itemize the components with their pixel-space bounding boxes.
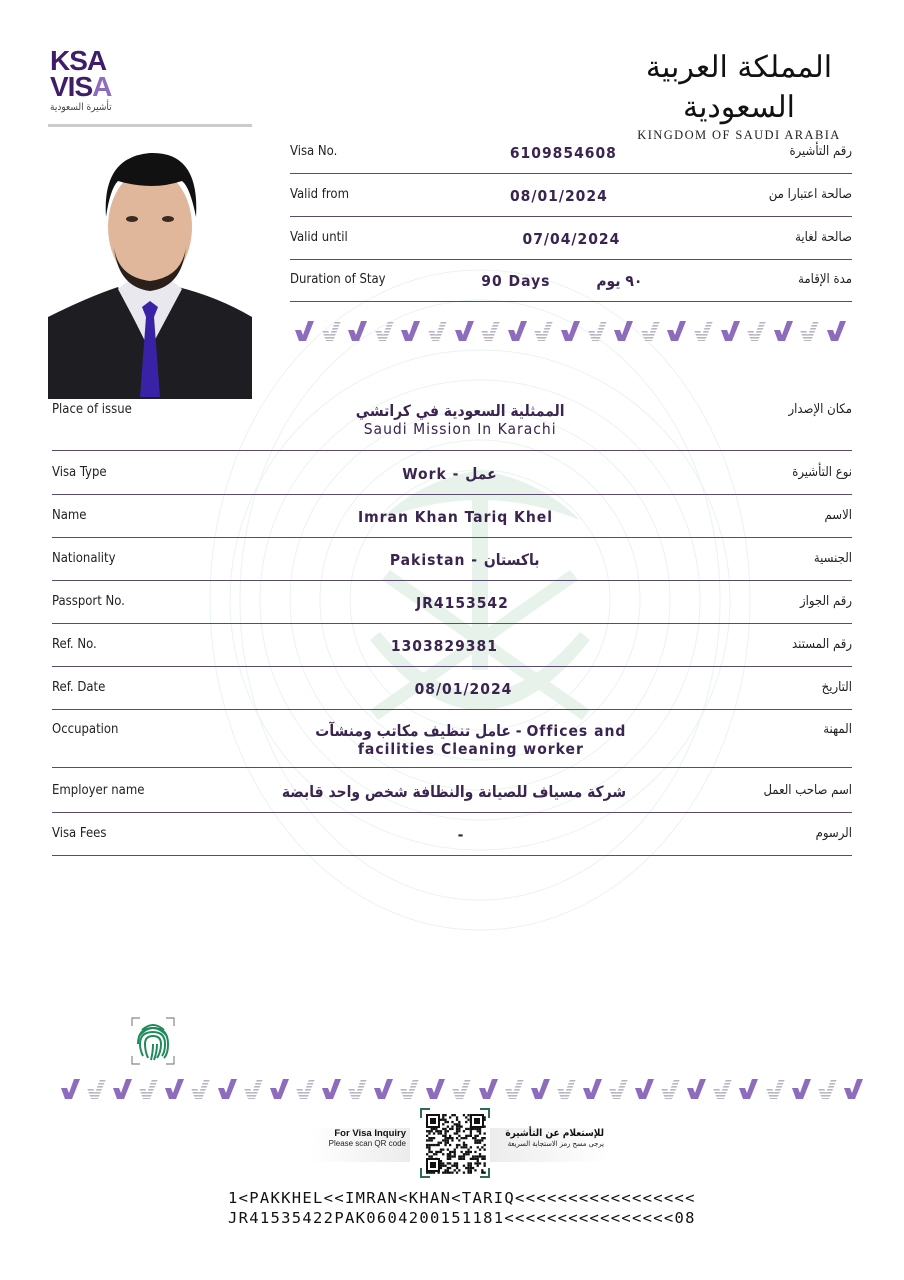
check-striped-icon (817, 1078, 837, 1100)
field-value (118, 722, 823, 758)
check-solid-icon (164, 1078, 184, 1100)
check-striped-icon (746, 320, 766, 342)
check-solid-icon (269, 1078, 289, 1100)
check-striped-icon (138, 1078, 158, 1100)
field-label-en: Employer name (52, 783, 145, 798)
check-striped-icon (374, 320, 394, 342)
field-value-line1: 1303829381 (390, 637, 498, 655)
field-valid-from (290, 187, 852, 217)
check-solid-icon (791, 1078, 811, 1100)
check-striped-icon (533, 320, 553, 342)
check-striped-icon (451, 1078, 471, 1100)
kingdom-arabic: المملكة العربية السعودية (645, 50, 833, 125)
check-striped-icon (556, 1078, 576, 1100)
duration-ar: ٩٠ يوم (596, 272, 643, 290)
field-label-en: Occupation (52, 722, 119, 737)
field-value (132, 402, 789, 438)
check-solid-icon (217, 1078, 237, 1100)
check-striped-icon (427, 320, 447, 342)
field-valid-until (290, 230, 852, 260)
field-value (115, 551, 813, 569)
field-label-en: Passport No. (52, 594, 125, 609)
field-value-line1: Pakistan - باكستان (389, 551, 540, 569)
field-value-line1: Imran Khan Tariq Khel (357, 508, 554, 526)
field-label-ar: رقم المستند (792, 637, 852, 652)
field-passport-no (52, 594, 852, 624)
security-check-strip-top (294, 320, 852, 342)
field-value (107, 465, 793, 483)
logo-line2 (50, 71, 140, 102)
field-label-en: Valid until (290, 230, 348, 245)
field-value-line2: Saudi Mission In Karachi (363, 420, 557, 438)
kingdom-emblem (624, 48, 854, 143)
field-label-en: Nationality (52, 551, 116, 566)
field-place-of-issue (52, 402, 852, 451)
field-visa-fees (52, 826, 852, 856)
check-striped-icon (480, 320, 500, 342)
field-label-en: Name (52, 508, 87, 523)
ksa-visa-logo (50, 45, 140, 113)
field-value-line1: 08/01/2024 (414, 680, 513, 698)
field-value-line1: JR4153542 (416, 594, 509, 612)
field-value-line1: الممثلية السعودية في كراتشي (355, 402, 565, 420)
logo-line1: KSA (50, 45, 107, 76)
check-solid-icon (373, 1078, 393, 1100)
field-label-en: Ref. Date (52, 680, 106, 695)
check-striped-icon (86, 1078, 106, 1100)
field-value: 6109854608 (509, 144, 617, 162)
field-value: 08/01/2024 (509, 187, 608, 205)
security-check-strip-bottom (60, 1078, 869, 1100)
field-value-line2: facilities Cleaning worker (357, 740, 584, 758)
check-striped-icon (190, 1078, 210, 1100)
check-solid-icon (347, 320, 367, 342)
field-label-ar: التاريخ (821, 680, 852, 695)
check-striped-icon (347, 1078, 367, 1100)
check-solid-icon (425, 1078, 445, 1100)
field-visa-type (52, 465, 852, 495)
field-name (52, 508, 852, 538)
check-solid-icon (613, 320, 633, 342)
kingdom-english: KINGDOM OF SAUDI ARABIA (637, 128, 841, 142)
logo-line2-text: VISA (50, 71, 112, 102)
field-ref-date (52, 680, 852, 710)
field-label-en: Place of issue (52, 402, 132, 417)
check-striped-icon (243, 1078, 263, 1100)
field-label-ar: الجنسية (813, 551, 852, 566)
check-solid-icon (560, 320, 580, 342)
mrz-line-1: 1<PAKKHEL<<IMRAN<KHAN<TARIQ<<<<<<<<<<<<<<<<< (228, 1189, 696, 1207)
check-striped-icon (640, 320, 660, 342)
field-label-ar: اسم صاحب العمل (763, 783, 852, 798)
field-label-ar: الرسوم (815, 826, 852, 841)
qr-title-ar: للإستعلام عن التأشيرة (505, 1128, 604, 1139)
field-visa-no (290, 144, 852, 174)
field-label-en: Visa No. (290, 144, 338, 159)
check-striped-icon (693, 320, 713, 342)
check-striped-icon (712, 1078, 732, 1100)
field-value-line1: شركة مسياف للصيانة والنظافة شخص واحد قابضة (281, 783, 627, 801)
field-label-ar: الاسم (824, 508, 852, 523)
duration-en: 90 Days (481, 272, 551, 290)
field-label-en: Ref. No. (52, 637, 97, 652)
field-ref-no (52, 637, 852, 667)
check-solid-icon (112, 1078, 132, 1100)
check-solid-icon (294, 320, 314, 342)
check-solid-icon (634, 1078, 654, 1100)
field-value (87, 508, 825, 526)
field-value: 07/04/2024 (522, 230, 621, 248)
qr-caption-ar (490, 1128, 608, 1162)
holder-photo (48, 124, 252, 399)
field-label-ar: صالحة اعتبارا من (768, 187, 852, 202)
field-label-en: Valid from (290, 187, 349, 202)
person-photo-icon (48, 127, 252, 399)
check-striped-icon (765, 1078, 785, 1100)
check-solid-icon (400, 320, 420, 342)
field-occupation (52, 722, 852, 768)
check-striped-icon (321, 320, 341, 342)
check-solid-icon (321, 1078, 341, 1100)
check-striped-icon (295, 1078, 315, 1100)
check-striped-icon (799, 320, 819, 342)
check-solid-icon (530, 1078, 550, 1100)
field-label-ar: المهنة (823, 722, 852, 737)
check-striped-icon (399, 1078, 419, 1100)
field-label-ar: رقم التأشيرة (789, 144, 852, 159)
field-label-ar: رقم الجواز (799, 594, 852, 609)
check-solid-icon (826, 320, 846, 342)
field-value-line1: عامل تنظيف مكاتب ومنشآت - Offices and (315, 722, 627, 740)
field-label-en: Duration of Stay (290, 272, 386, 287)
qr-caption-en (310, 1128, 410, 1162)
field-value-line1: Work - عمل (402, 465, 497, 483)
check-solid-icon (478, 1078, 498, 1100)
check-solid-icon (720, 320, 740, 342)
check-solid-icon (582, 1078, 602, 1100)
field-label-ar: مكان الإصدار (788, 402, 852, 417)
field-label-ar: مدة الإقامة (798, 272, 852, 287)
field-label-en: Visa Type (52, 465, 107, 480)
field-nationality (52, 551, 852, 581)
qr-code[interactable] (420, 1108, 490, 1178)
field-value-line1: - (457, 826, 465, 844)
check-solid-icon (60, 1078, 80, 1100)
field-label-en: Visa Fees (52, 826, 107, 841)
check-striped-icon (587, 320, 607, 342)
check-solid-icon (843, 1078, 863, 1100)
check-solid-icon (738, 1078, 758, 1100)
field-duration (290, 272, 852, 302)
check-striped-icon (660, 1078, 680, 1100)
field-label-ar: نوع التأشيرة (792, 465, 852, 480)
check-solid-icon (773, 320, 793, 342)
field-label-ar: صالحة لغاية (795, 230, 852, 245)
check-solid-icon (507, 320, 527, 342)
field-value (97, 637, 792, 655)
field-value (144, 783, 763, 801)
fingerprint-icon (130, 1016, 176, 1066)
field-value (386, 272, 799, 290)
check-solid-icon (666, 320, 686, 342)
mrz-line-2: JR41535422PAK0604200151181<<<<<<<<<<<<<<<<08 (228, 1209, 696, 1227)
check-solid-icon (686, 1078, 706, 1100)
check-striped-icon (608, 1078, 628, 1100)
qr-inquiry-block (310, 1108, 610, 1178)
check-solid-icon (454, 320, 474, 342)
logo-arabic: تأشيرة السعودية (50, 102, 112, 113)
qr-sub-ar: يرجى مسح رمز الاستجابة السريعة (507, 1139, 604, 1148)
field-value (105, 680, 821, 698)
check-striped-icon (504, 1078, 524, 1100)
qr-title-en: For Visa Inquiry (334, 1128, 406, 1139)
field-value (106, 826, 815, 844)
field-value (125, 594, 800, 612)
qr-sub-en: Please scan QR code (328, 1139, 406, 1148)
field-employer-name (52, 783, 852, 813)
